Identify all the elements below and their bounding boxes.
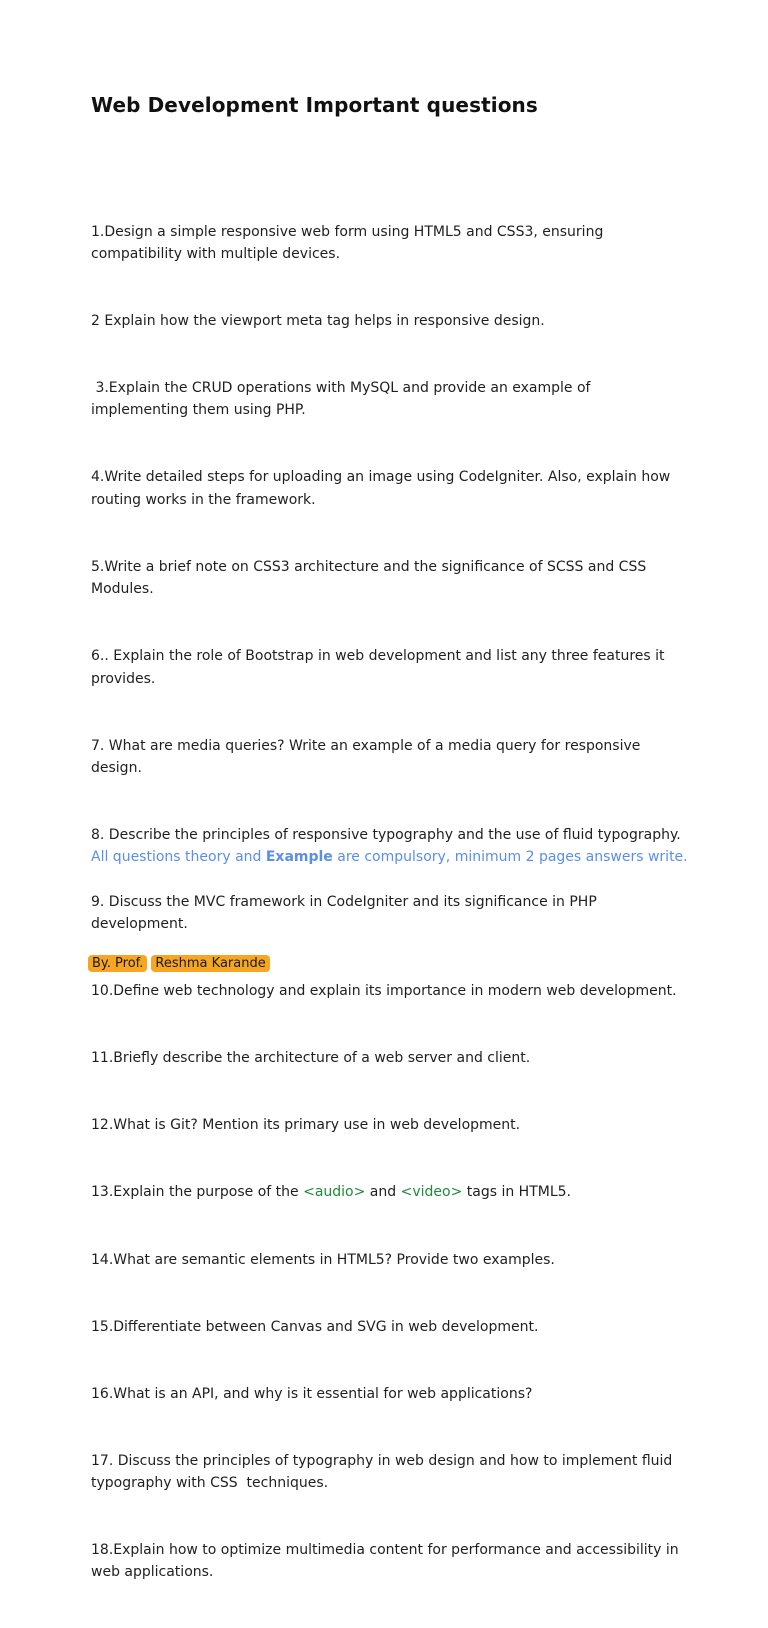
question-text: and bbox=[365, 1184, 401, 1201]
question-item: 14.What are semantic elements in HTML5? Provide two examples. bbox=[91, 1251, 555, 1268]
question-item: 16.What is an API, and why is it essential for web applications? bbox=[91, 1385, 533, 1402]
note-text: are compulsory, minimum 2 pages answers write. bbox=[332, 849, 688, 865]
question-item: 2 Explain how the viewport meta tag helps in responsive design. bbox=[91, 313, 545, 330]
question-text: tags in HTML5. bbox=[462, 1184, 571, 1201]
question-item: 4.Write detailed steps for uploading an image using CodeIgniter. Also, explain how routing works in the framework. bbox=[91, 469, 675, 508]
instruction-note bbox=[91, 846, 691, 869]
code-tag-video: <video> bbox=[400, 1184, 463, 1201]
page-title: Web Development Important questions bbox=[91, 93, 538, 117]
question-item: 1.Design a simple responsive web form using HTML5 and CSS3, ensuring compatibility with multiple devices. bbox=[91, 223, 608, 263]
question-item: 9. Discuss the MVC framework in CodeIgniter and its significance in PHP development. bbox=[91, 894, 602, 933]
question-item: 15.Differentiate between Canvas and SVG in web development. bbox=[91, 1318, 539, 1335]
question-item: 12.What is Git? Mention its primary use in web development. bbox=[91, 1117, 521, 1134]
question-item: 8. Describe the principles of responsive typography and the use of fluid typography. bbox=[91, 826, 681, 843]
question-item: 10.Define web technology and explain its importance in modern web development. bbox=[91, 983, 677, 1000]
author-prefix: By. Prof. bbox=[88, 955, 147, 972]
question-item: 7. What are media queries? Write an example of a media query for responsive design. bbox=[91, 737, 645, 776]
question-item: 6.. Explain the role of Bootstrap in web development and list any three features it provides. bbox=[91, 648, 669, 687]
note-emphasis: Example bbox=[265, 849, 333, 865]
note-text: All questions theory and bbox=[91, 849, 266, 865]
question-item: 17. Discuss the principles of typography in web design and how to implement fluid typography with CSS techniques. bbox=[91, 1452, 677, 1491]
question-text: 13.Explain the purpose of the bbox=[91, 1184, 304, 1201]
question-item: 3.Explain the CRUD operations with MySQL and provide an example of implementing them using PHP. bbox=[91, 380, 595, 419]
question-item: 18.Explain how to optimize multimedia content for performance and accessibility in web applications. bbox=[91, 1541, 684, 1581]
question-item: 5.Write a brief note on CSS3 architecture and the significance of SCSS and CSS Modules. bbox=[91, 558, 651, 598]
author-credit bbox=[88, 954, 270, 974]
question-list bbox=[91, 176, 691, 1628]
question-item: 11.Briefly describe the architecture of a web server and client. bbox=[91, 1050, 531, 1067]
question-item bbox=[91, 1181, 691, 1203]
code-tag-audio: <audio> bbox=[303, 1184, 366, 1201]
author-name: Reshma Karande bbox=[151, 955, 269, 972]
